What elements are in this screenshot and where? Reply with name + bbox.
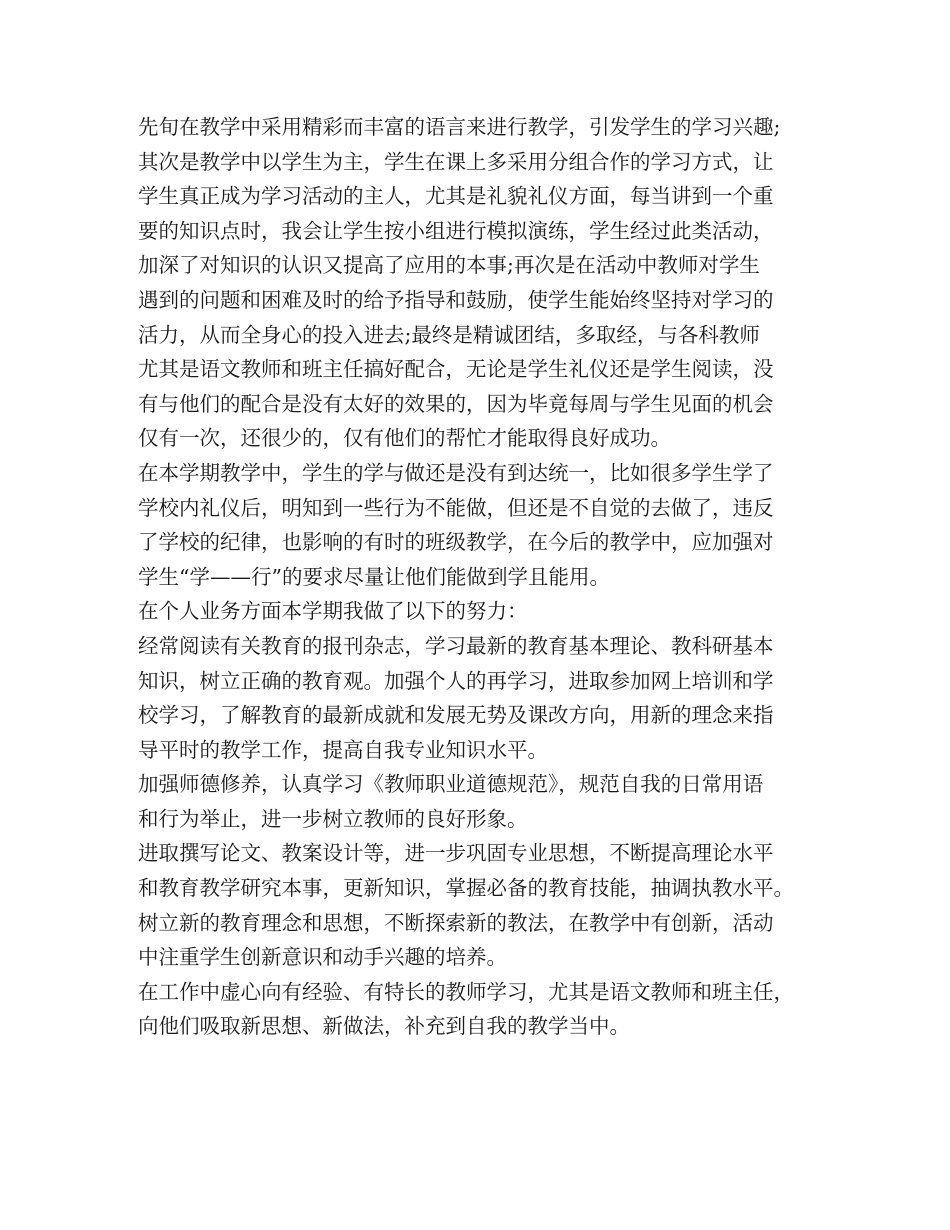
- text-line: 先旬在教学中采用精彩而丰富的语言来进行教学，引发学生的学习兴趣;: [138, 115, 781, 139]
- text-line: 和教育教学研究本事，更新知识，掌握必备的教育技能，抽调执教水平。: [138, 876, 794, 901]
- text-line: 加深了对知识的认识又提高了应用的本事;再次是在活动中教师对学生: [138, 253, 760, 278]
- text-line: 了学校的纪律，也影响的有时的班级教学，在今后的教学中，应加强对: [138, 530, 774, 555]
- text-line: 中注重学生创新意识和动手兴趣的培养。: [138, 945, 507, 970]
- text-line: 有与他们的配合是没有太好的效果的，因为毕竟每周与学生见面的机会: [138, 391, 774, 416]
- text-line: 树立新的教育理念和思想，不断探索新的教法，在教学中有创新，活动: [138, 910, 774, 935]
- text-line: 其次是教学中以学生为主，学生在课上多采用分组合作的学习方式，让: [138, 149, 774, 174]
- text-line: 校学习，了解教育的最新成就和发展无势及课改方向，用新的理念来指: [138, 703, 774, 728]
- text-line: 加强师德修养，认真学习《教师职业道德规范》，规范自我的日常用语: [138, 772, 764, 797]
- text-line: 导平时的教学工作，提高自我专业知识水平。: [138, 737, 548, 762]
- text-line: 在工作中虚心向有经验、有特长的教师学习，尤其是语文教师和班主任，: [138, 979, 794, 1004]
- text-line: 知识，树立正确的教育观。加强个人的再学习，进取参加网上培训和学: [138, 668, 774, 693]
- text-line: 在个人业务方面本学期我做了以下的努力：: [138, 599, 528, 624]
- text-line: 遇到的问题和困难及时的给予指导和鼓励，使学生能始终坚持对学习的: [138, 287, 774, 312]
- text-line: 学校内礼仪后，明知到一些行为不能做，但还是不自觉的去做了，违反: [138, 495, 774, 520]
- text-line: 进取撰写论文、教案设计等，进一步巩固专业思想，不断提高理论水平: [138, 841, 774, 866]
- text-line: 和行为举止，进一步树立教师的良好形象。: [138, 806, 528, 831]
- text-line: 在本学期教学中，学生的学与做还是没有到达统一，比如很多学生学了: [138, 460, 774, 485]
- text-line: 要的知识点时，我会让学生按小组进行模拟演练，学生经过此类活动，: [138, 218, 774, 243]
- text-line: 向他们吸取新思想、新做法，补充到自我的教学当中。: [138, 1014, 630, 1039]
- text-line: 活力，从而全身心的投入进去;最终是精诚团结，多取经，与各科教师: [138, 322, 760, 347]
- text-line: 学生“学——行”的要求尽量让他们能做到学且能用。: [138, 564, 610, 589]
- text-line: 学生真正成为学习活动的主人，尤其是礼貌礼仪方面，每当讲到一个重: [138, 184, 774, 209]
- text-line: 尤其是语文教师和班主任搞好配合，无论是学生礼仪还是学生阅读，没: [138, 357, 774, 382]
- document-body: [138, 110, 828, 1044]
- text-line: 经常阅读有关教育的报刊杂志，学习最新的教育基本理论、教科研基本: [138, 633, 774, 658]
- text-line: 仅有一次，还很少的，仅有他们的帮忙才能取得良好成功。: [138, 426, 671, 451]
